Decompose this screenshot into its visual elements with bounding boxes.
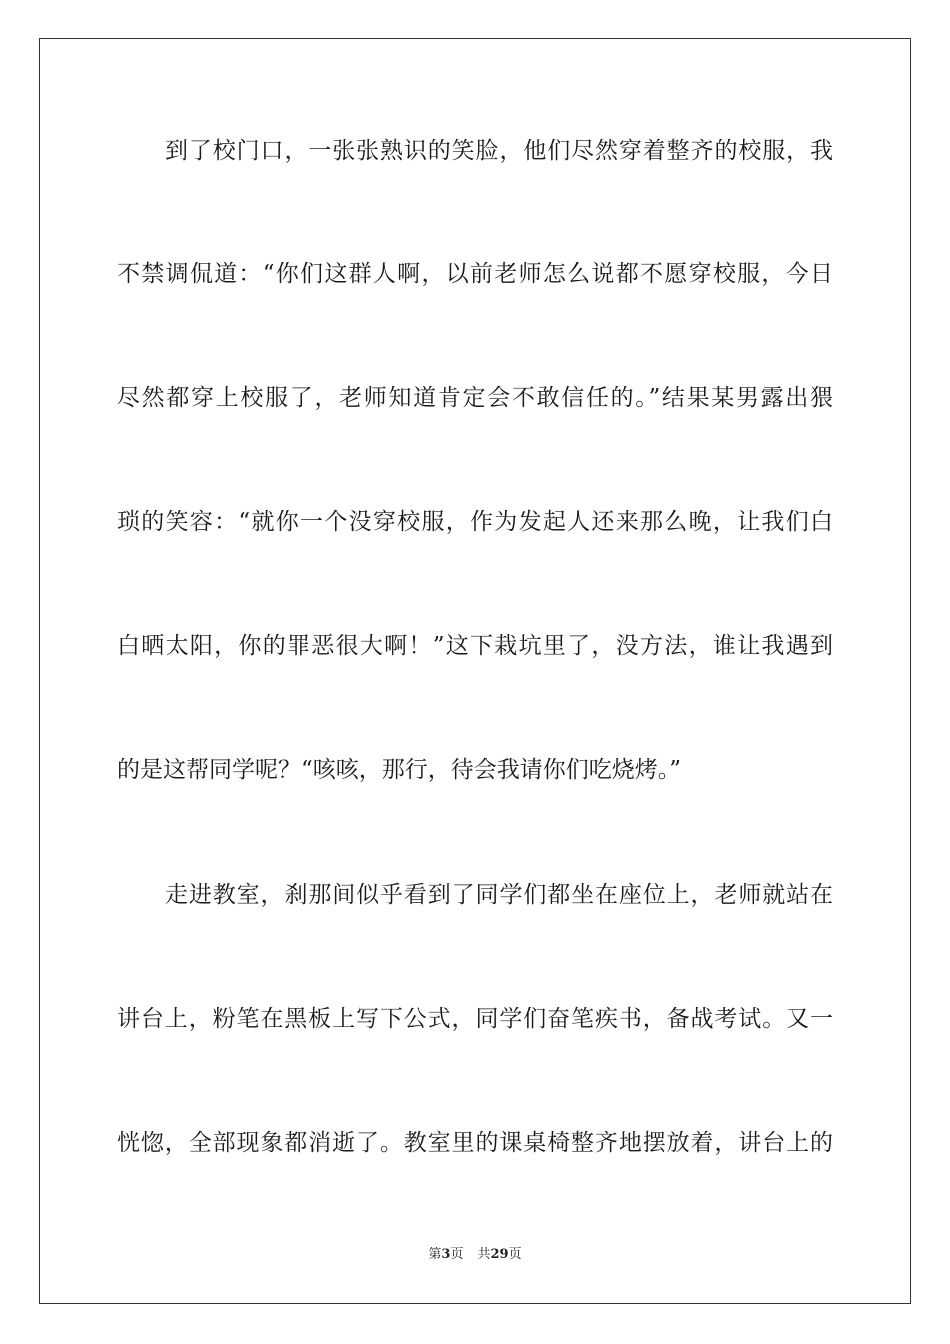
paragraph-line: 尽然都穿上校服了，老师知道肯定会不敢信任的。”结果某男露出猥: [117, 385, 833, 411]
paragraph-line: 恍惚，全部现象都消逝了。教室里的课桌椅整齐地摆放着，讲台上的: [117, 1130, 833, 1156]
page-border: [39, 38, 911, 1304]
paragraph-line: 不禁调侃道：“你们这群人啊，以前老师怎么说都不愿穿校服，今日: [117, 261, 833, 287]
total-label-prefix: 共: [477, 1247, 491, 1262]
total-label-suffix: 页: [508, 1247, 522, 1262]
paragraph-line: 到了校门口，一张张熟识的笑脸，他们尽然穿着整齐的校服，我: [165, 138, 833, 164]
page-label-suffix: 页: [450, 1247, 464, 1262]
paragraph-line: 白晒太阳，你的罪恶很大啊！”这下栽坑里了，没方法，谁让我遇到: [117, 633, 833, 659]
page-number: 3: [441, 1247, 451, 1262]
paragraph-line: 的是这帮同学呢？“咳咳，那行，待会我请你们吃烧烤。”: [117, 757, 682, 783]
total-pages: 29: [490, 1247, 509, 1262]
page-label-prefix: 第: [428, 1247, 442, 1262]
paragraph-line: 讲台上，粉笔在黑板上写下公式，同学们奋笔疾书，备战考试。又一: [117, 1006, 833, 1032]
paragraph-line: 琐的笑容：“就你一个没穿校服，作为发起人还来那么晚，让我们白: [117, 509, 833, 535]
page-footer: [0, 1246, 950, 1264]
paragraph-line: 走进教室，刹那间似乎看到了同学们都坐在座位上，老师就站在: [165, 882, 833, 908]
